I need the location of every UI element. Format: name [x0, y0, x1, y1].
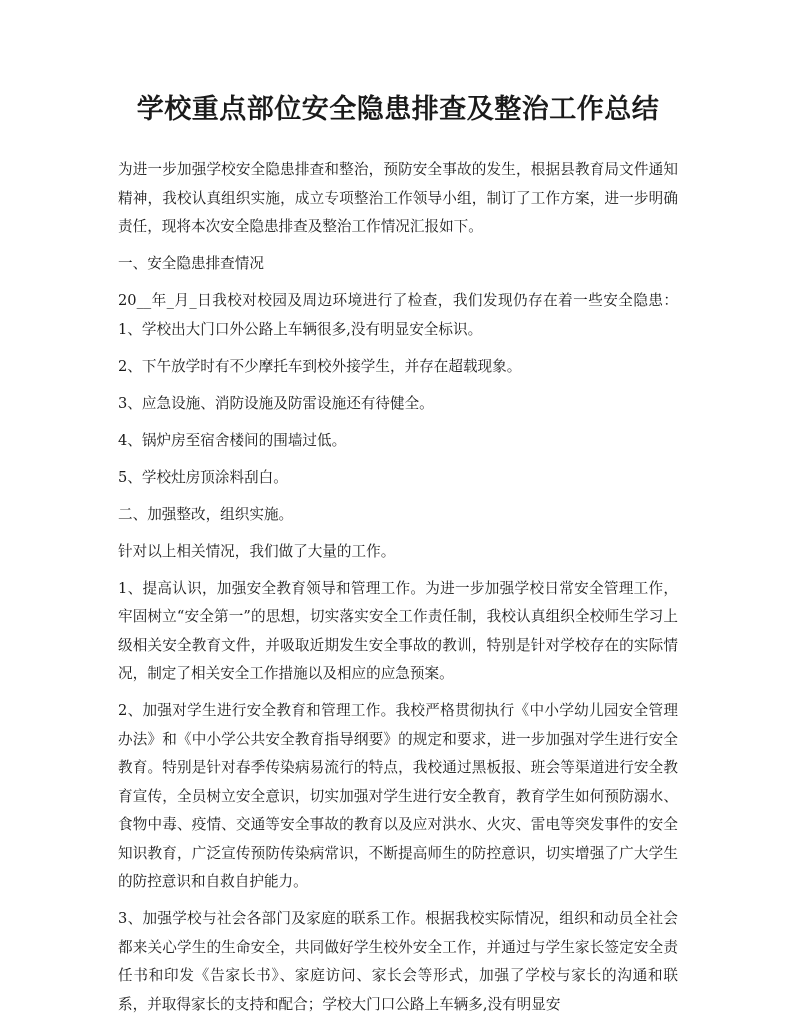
measure-paragraph-2: 2、加强对学生进行安全教育和管理工作。我校严格贯彻执行《中小学幼儿园安全管理办法》和《中小学公共安全教育指导纲要》的规定和要求，进一步加强对学生进行安全教育。特别是针对春季传染病易流行的特点，我校通过黑板报、班会等渠道进行安全教育宣传，全员树立安全意识，切实加强对学生进行安全教育，教育学生如何预防溺水、食物中毒、疫情、交通等安全事故的教育以及应对洪水、火灾、雷电等突发事件的安全知识教育，广泛宣传预防传染病常识，不断提高师生的防控意识，切实增强了广大学生的防控意识和自救自护能力。 — [118, 702, 678, 890]
intro-paragraph: 为进一步加强学校安全隐患排查和整治，预防安全事故的发生，根据县教育局文件通知精神，我校认真组织实施，成立专项整治工作领导小组，制订了工作方案，进一步明确责任，现将本次安全隐患排查及整治工作情况汇报如下。 — [118, 161, 678, 235]
hazard-item-4: 4、锅炉房至宿舍楼间的围墙过低。 — [118, 431, 347, 449]
section-heading-rectification: 二、加强整改，组织实施。 — [118, 505, 294, 523]
document-title: 学校重点部位安全隐患排查及整治工作总结 — [136, 94, 660, 125]
hazard-item-2: 2、下午放学时有不少摩托车到校外接学生，并存在超载现象。 — [118, 357, 522, 375]
rectification-intro: 针对以上相关情况，我们做了大量的工作。 — [118, 542, 396, 560]
measure-paragraph-3: 3、加强学校与社会各部门及家庭的联系工作。根据我校实际情况，组织和动员全社会都来关心学生的生命安全，共同做好学生校外安全工作，并通过与学生家长签定安全责任书和印发《告家长书》、家庭访问、家长会等形式，加强了学校与家长的沟通和联系，并取得家长的支持和配合；学校大门口公路上车辆多,没有明显安 — [118, 910, 678, 1013]
hazard-item-3: 3、应急设施、消防设施及防雷设施还有待健全。 — [118, 394, 434, 412]
hazard-item-5: 5、学校灶房顶涂料刮白。 — [118, 468, 288, 486]
section-heading-inspection: 一、安全隐患排查情况 — [118, 255, 264, 272]
inspection-paragraph: 20__年_月_日我校对校园及周边环境进行了检查，我们发现仍存在着一些安全隐患：1、学校出大门口外公路上车辆很多,没有明显安全标识。 — [118, 292, 678, 338]
measure-paragraph-1: 1、提高认识，加强安全教育领导和管理工作。为进一步加强学校日常安全管理工作，牢固树立“安全第一”的思想，切实落实安全工作责任制，我校认真组织全校师生学习上级相关安全教育文件，并吸取近期发生安全事故的教训，特别是针对学校存在的实际情况，制定了相关安全工作措施以及相应的应急预案。 — [118, 579, 678, 682]
